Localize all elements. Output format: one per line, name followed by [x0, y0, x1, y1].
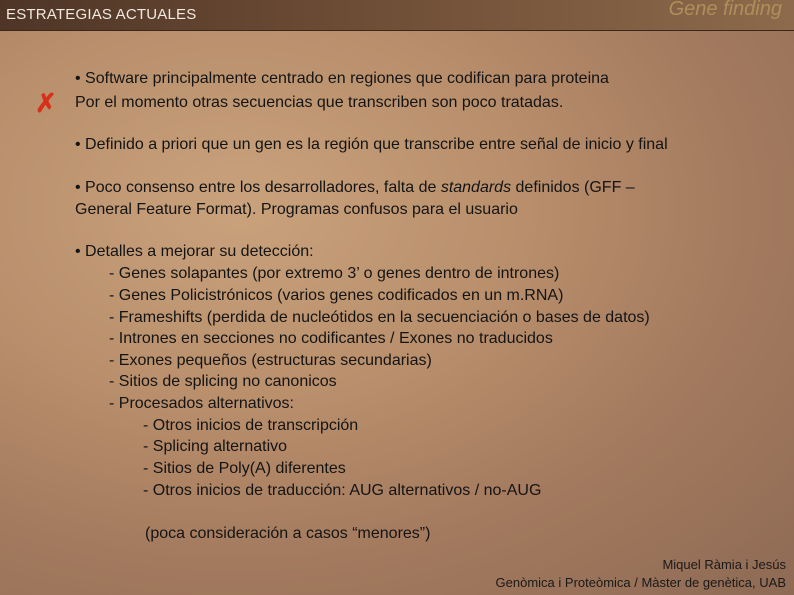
detail-item: - Frameshifts (perdida de nucleótidos en la secuenciación o bases de datos) — [109, 309, 650, 326]
bullet-4-title: • Detalles a mejorar su detección: — [75, 243, 314, 260]
detail-item: - Intrones en secciones no codificantes / Exones no traducidos — [109, 330, 553, 347]
bullet-1-line-1: • Software principalmente centrado en regiones que codifican para proteina — [75, 70, 609, 87]
detail-subitem: - Otros inicios de transcripción — [143, 417, 359, 434]
note-text: (poca consideración a casos “menores”) — [145, 525, 431, 542]
bullet-3-text-b: definidos (GFF – — [511, 179, 635, 196]
bullet-1-line-2: Por el momento otras secuencias que transcriben son poco tratadas. — [75, 94, 564, 111]
detail-item: - Genes Policistrónicos (varios genes codificados en un m.RNA) — [109, 287, 564, 304]
slide-topic-title: Gene finding — [668, 0, 782, 20]
bullet-3-text-a: • Poco consenso entre los desarrolladores, falta de — [75, 179, 441, 196]
footer-course: Genòmica i Proteòmica / Màster de genètica, UAB — [495, 575, 786, 590]
detail-item: - Genes solapantes (por extremo 3’ o genes dentro de intrones) — [109, 265, 560, 282]
detail-subitem: - Sitios de Poly(A) diferentes — [143, 460, 346, 477]
detail-subitem: - Splicing alternativo — [143, 438, 288, 455]
detail-item: - Exones pequeños (estructuras secundarias) — [109, 352, 432, 369]
bullet-2-line-1: • Definido a priori que un gen es la región que transcribe entre señal de inicio y final — [75, 136, 668, 153]
detail-item: - Sitios de splicing no canonicos — [109, 373, 337, 390]
bullet-3-line-2: General Feature Format). Programas confusos para el usuario — [75, 201, 518, 218]
detail-subitem: - Otros inicios de traducción: AUG alternativos / no-AUG — [143, 482, 542, 499]
slide-section-title: ESTRATEGIAS ACTUALES — [6, 6, 197, 23]
bullet-3-line-1 — [75, 178, 635, 198]
detail-item: - Procesados alternativos: — [109, 395, 294, 412]
footer-author: Miquel Ràmia i Jesús — [662, 557, 786, 572]
bullet-3-emphasis: standards — [440, 179, 512, 196]
cross-mark-icon: ✗ — [35, 88, 57, 118]
header-bar — [0, 0, 794, 31]
